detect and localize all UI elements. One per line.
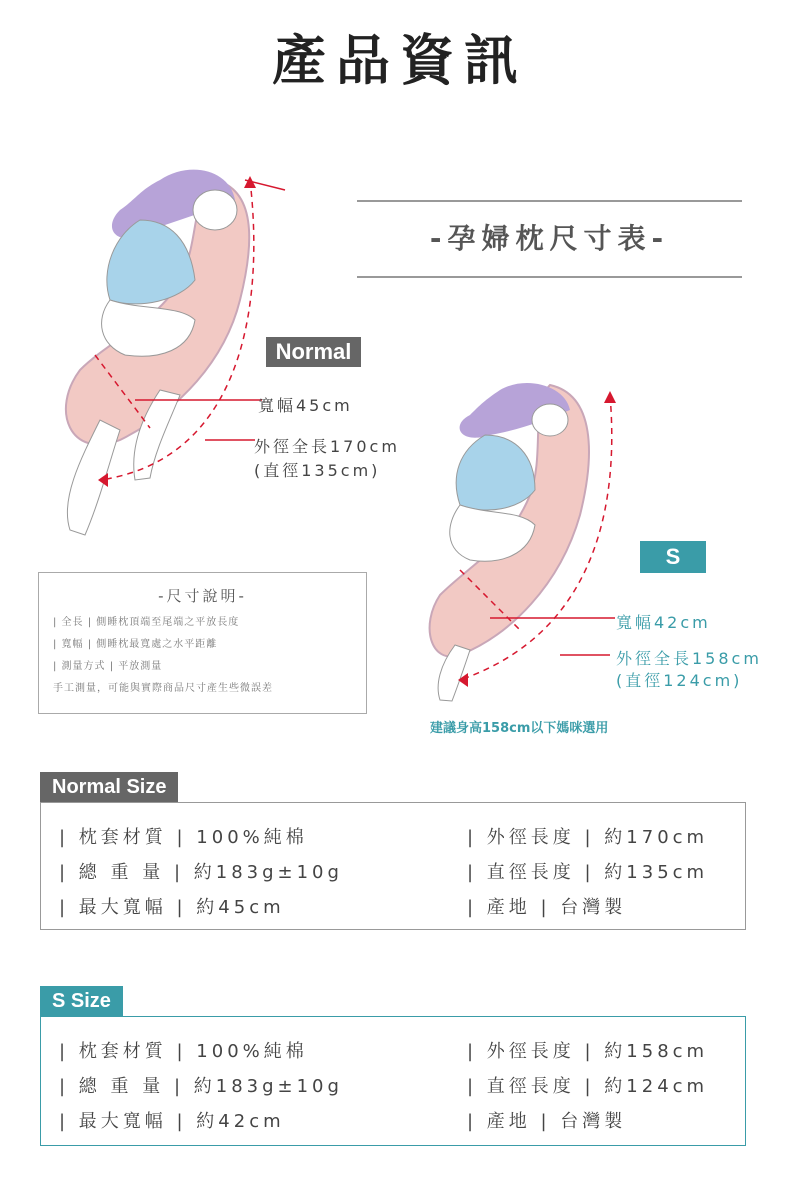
s-size-spec-box xyxy=(40,1016,746,1146)
normal-diameter-label: (直徑135cm) xyxy=(254,461,381,480)
normal-length-label: 外徑全長170cm xyxy=(254,437,400,456)
normal-spec-left: | 總 重 量 | 約183g±10g xyxy=(59,862,343,883)
small-tag: S xyxy=(640,541,706,573)
page-title: 產品資訊 xyxy=(272,29,528,92)
size-note-line: | 全長 | 側睡枕頂端至尾端之平放長度 xyxy=(53,617,240,628)
s-spec-left: | 總 重 量 | 約183g±10g xyxy=(59,1076,343,1097)
s-spec-right: | 外徑長度 | 約158cm xyxy=(467,1041,709,1062)
size-notes-title: -尺寸說明- xyxy=(158,587,247,605)
s-spec-left: | 最大寬幅 | 約42cm xyxy=(59,1111,285,1132)
normal-pillow-illustration xyxy=(40,160,440,560)
size-note-line: | 測量方式 | 平放測量 xyxy=(53,661,163,672)
s-spec-right: | 產地 | 台灣製 xyxy=(467,1111,627,1132)
normal-size-tag: Normal Size xyxy=(40,772,178,802)
small-diameter-label: (直徑124cm) xyxy=(616,671,743,690)
recommend-note: 建議身高158cm以下媽咪選用 xyxy=(430,721,609,736)
normal-spec-right: | 產地 | 台灣製 xyxy=(467,897,627,918)
small-length-label: 外徑全長158cm xyxy=(616,649,762,668)
small-width-label: 寬幅42cm xyxy=(616,613,711,632)
size-note-line: 手工測量，可能與實際商品尺寸產生些微誤差 xyxy=(53,683,273,694)
normal-spec-left: | 枕套材質 | 100%純棉 xyxy=(59,827,308,848)
normal-spec-right: | 外徑長度 | 約170cm xyxy=(467,827,709,848)
normal-tag: Normal xyxy=(266,337,361,367)
size-chart-title: -孕婦枕尺寸表- xyxy=(429,222,670,255)
size-notes-box xyxy=(38,572,367,714)
s-spec-right: | 直徑長度 | 約124cm xyxy=(467,1076,709,1097)
size-note-line: | 寬幅 | 側睡枕最寬處之水平距離 xyxy=(53,639,218,650)
normal-width-label: 寬幅45cm xyxy=(258,396,353,415)
s-size-tag: S Size xyxy=(40,986,123,1016)
s-spec-left: | 枕套材質 | 100%純棉 xyxy=(59,1041,308,1062)
normal-spec-right: | 直徑長度 | 約135cm xyxy=(467,862,709,883)
normal-size-spec-box xyxy=(40,802,746,930)
normal-spec-left: | 最大寬幅 | 約45cm xyxy=(59,897,285,918)
